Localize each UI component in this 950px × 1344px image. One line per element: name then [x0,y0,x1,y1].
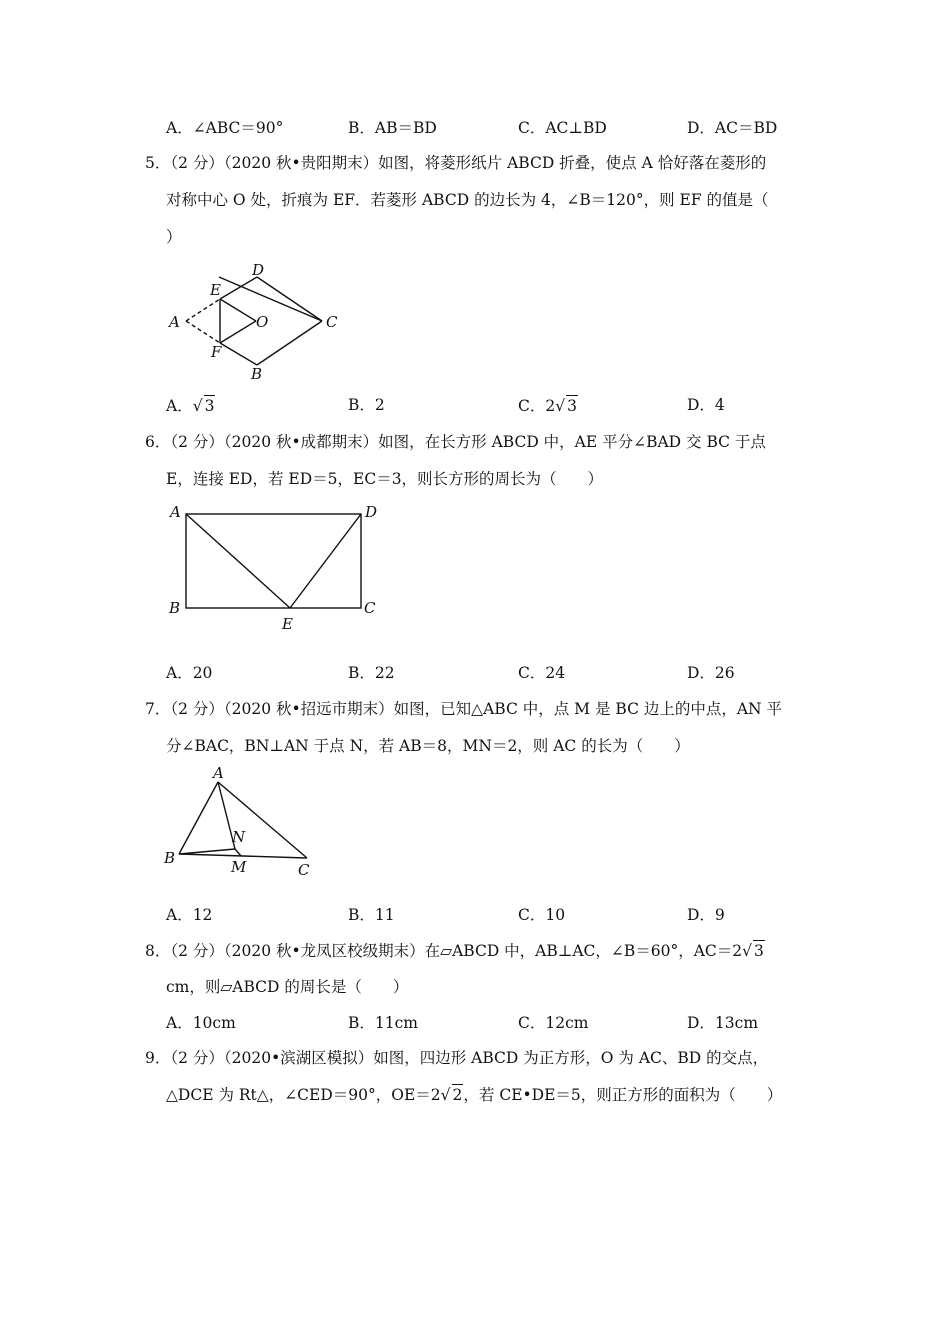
q5-dash-ae [186,299,220,321]
q8-option-d[interactable]: D．13cm [687,1014,759,1032]
q7-stem-line2: 分∠BAC，BN⊥AN 于点 N，若 AB＝8，MN＝2，则 AC 的长为（ ） [166,737,690,755]
q6-label-d: D [365,503,378,521]
q5-rhombus-figure [160,255,360,389]
q6-seg-ae [186,514,290,608]
q5-label-o: O [256,313,269,331]
q5-label-b: B [251,365,263,383]
q8-radicand: 3 [754,942,764,960]
q5-stem-line1: 5．（2 分）（2020 秋•贵阳期末）如图，将菱形纸片 ABCD 折叠，使点 A 恰好落在菱形的 [145,154,767,172]
q6-seg-ed [290,514,361,608]
q7-label-a: A [213,764,224,782]
q5-option-a-prefix: A． [166,397,193,415]
q8-stem-line1-text: 8．（2 分）（2020 秋•龙凤区校级期末）在▱ABCD 中，AB⊥AC，∠B＝60°，AC＝2 [145,942,743,960]
q7-seg-nm [235,849,241,856]
q6-rectangle-figure [160,497,400,639]
q5-option-b[interactable]: B．2 [348,396,385,414]
q6-label-a: A [170,503,181,521]
sqrt-icon: √ 3 [192,397,215,415]
q5-dash-af [186,321,220,343]
q7-seg-bn [179,849,235,854]
q8-stem-line2: cm，则▱ABCD 的周长是（ ） [166,978,409,996]
q5-edge-dc [219,277,322,321]
q5-label-e: E [210,281,221,299]
q7-label-m: M [231,858,247,876]
q7-option-a[interactable]: A．12 [166,906,213,924]
q7-triangle-figure [158,762,328,886]
q8-option-a[interactable]: A．10cm [166,1014,236,1032]
q9-stem-line2-suffix: ，若 CE•DE＝5，则正方形的面积为（ ） [463,1086,783,1104]
q6-label-c: C [364,599,376,617]
q7-stem-line1: 7．（2 分）（2020 秋•招远市期末）如图，已知△ABC 中，点 M 是 BC 边上的中点，AN 平 [145,700,783,718]
q7-seg-ab [179,782,218,854]
q5-seg-fo [220,321,256,343]
q6-option-d[interactable]: D．26 [687,664,735,682]
q7-option-b[interactable]: B．11 [348,906,395,924]
q6-option-a[interactable]: A．20 [166,664,213,682]
q5-seg-eo [220,299,256,321]
q5-label-c: C [326,313,338,331]
q5-stem-line3: ） [166,228,182,246]
q5-option-d[interactable]: D．4 [687,396,725,414]
q9-stem-line2 [166,1084,782,1105]
q5-label-d: D [252,261,265,279]
sqrt-icon: √ 3 [742,942,764,960]
q7-option-c[interactable]: C．10 [518,906,566,924]
q7-label-b: B [164,849,176,867]
q5-label-f: F [211,343,222,361]
q5-option-c-prefix: C． [518,397,546,415]
q7-label-n: N [232,828,246,846]
q5-option-c[interactable] [518,395,578,416]
q5-option-c-coef: 2 [545,397,556,415]
q4-option-a[interactable]: A．∠ABC＝90° [166,119,284,137]
q5-stem-line2: 对称中心 O 处，折痕为 EF．若菱形 ABCD 的边长为 4，∠B＝120°，则 EF 的值是（ [166,191,769,209]
q5-option-c-radicand: 3 [567,397,578,415]
q5-option-a-radicand: 3 [204,397,215,415]
q8-stem-line1 [145,940,765,961]
q9-radicand: 2 [452,1086,463,1104]
q6-label-e: E [282,615,293,633]
q6-option-b[interactable]: B．22 [348,664,395,682]
q8-option-b[interactable]: B．11cm [348,1014,418,1032]
q7-label-c: C [298,861,310,879]
q9-stem-line1: 9．（2 分）（2020•滨湖区模拟）如图，四边形 ABCD 为正方形，O 为 AC、BD 的交点， [145,1049,769,1067]
sqrt-icon: √ 2 [440,1086,463,1104]
q8-option-c[interactable]: C．12cm [518,1014,589,1032]
q9-stem-line2-prefix: △DCE 为 Rt△，∠CED＝90°，OE＝2 [166,1086,441,1104]
q7-seg-ac [218,782,307,858]
q4-option-d[interactable]: D．AC＝BD [687,119,778,137]
q6-option-c[interactable]: C．24 [518,664,566,682]
q5-label-a: A [169,313,180,331]
q6-stem-line1: 6．（2 分）（2020 秋•成都期末）如图，在长方形 ABCD 中，AE 平分∠BAD 交 BC 于点 [145,433,766,451]
q7-option-d[interactable]: D．9 [687,906,725,924]
sqrt-icon: √ 3 [555,397,578,415]
q5-edge-fb [220,343,257,365]
q5-option-a[interactable] [166,395,215,416]
q4-option-c[interactable]: C．AC⊥BD [518,119,607,137]
q4-option-b[interactable]: B．AB＝BD [348,119,437,137]
q6-label-b: B [169,599,181,617]
q6-stem-line2: E，连接 ED，若 ED＝5，EC＝3，则长方形的周长为（ ） [166,470,604,488]
